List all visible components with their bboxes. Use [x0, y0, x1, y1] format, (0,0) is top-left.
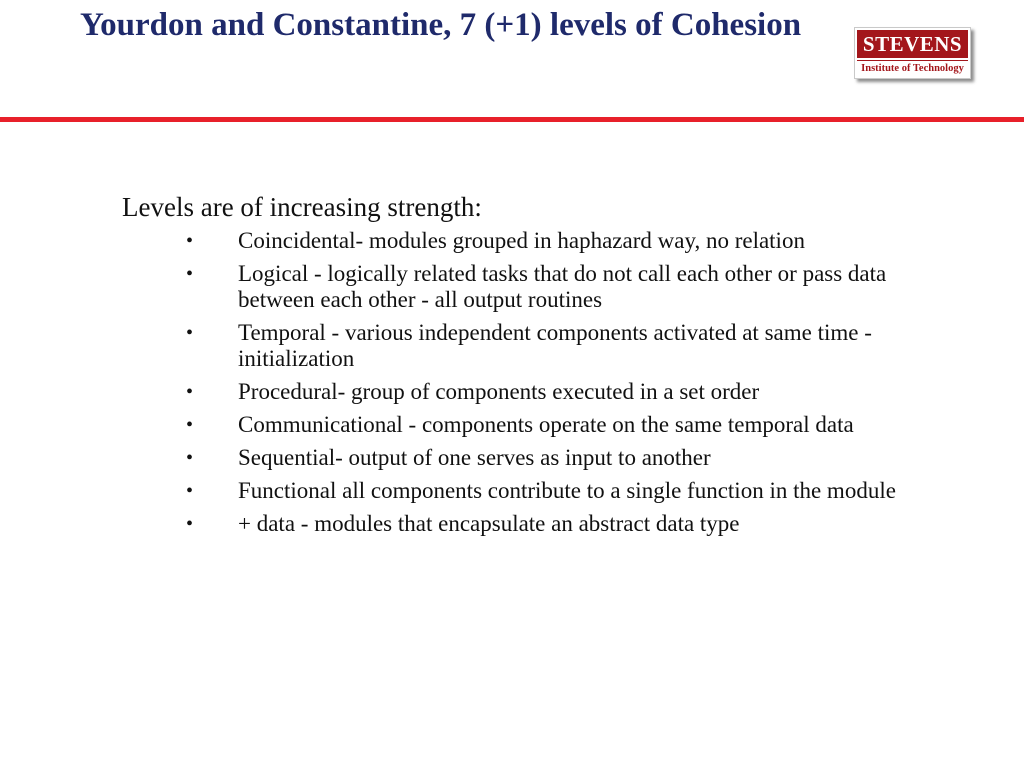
level-text: Functional all components contribute to a single function in the module	[238, 478, 896, 503]
bullet-icon: •	[186, 381, 194, 403]
intro-text: Levels are of increasing strength:	[122, 192, 482, 222]
list-item	[122, 379, 982, 405]
bullet-icon: •	[186, 230, 194, 252]
bullet-icon: •	[186, 263, 194, 285]
list-item	[122, 478, 982, 504]
level-text: Communicational - components operate on the same temporal data	[238, 412, 854, 437]
bullet-icon: •	[186, 414, 194, 436]
list-item	[122, 261, 982, 313]
level-text: + data - modules that encapsulate an abstract data type	[238, 511, 740, 536]
title-divider	[0, 117, 1024, 122]
list-item	[122, 228, 982, 254]
level-text: Logical - logically related tasks that do not call each other or pass data between each other - all output routines	[238, 261, 887, 312]
list-item	[122, 511, 982, 537]
level-text: Coincidental- modules grouped in haphazard way, no relation	[238, 228, 805, 253]
list-item	[122, 445, 982, 471]
list-item	[122, 412, 982, 438]
level-text: Temporal - various independent components activated at same time - initialization	[238, 320, 872, 371]
list-item	[122, 320, 982, 372]
bullet-icon: •	[186, 322, 194, 344]
bullet-icon: •	[186, 513, 194, 535]
bullet-icon: •	[186, 447, 194, 469]
stevens-logo	[854, 27, 971, 79]
slide-body	[122, 190, 982, 544]
bullet-icon: •	[186, 480, 194, 502]
level-text: Procedural- group of components executed in a set order	[238, 379, 760, 404]
logo-name: STEVENS	[857, 30, 968, 58]
level-text: Sequential- output of one serves as input to another	[238, 445, 711, 470]
slide-title: Yourdon and Constantine, 7 (+1) levels of Cohesion	[80, 7, 802, 43]
logo-subtitle: Institute of Technology	[857, 60, 968, 77]
cohesion-levels-list	[122, 228, 982, 537]
